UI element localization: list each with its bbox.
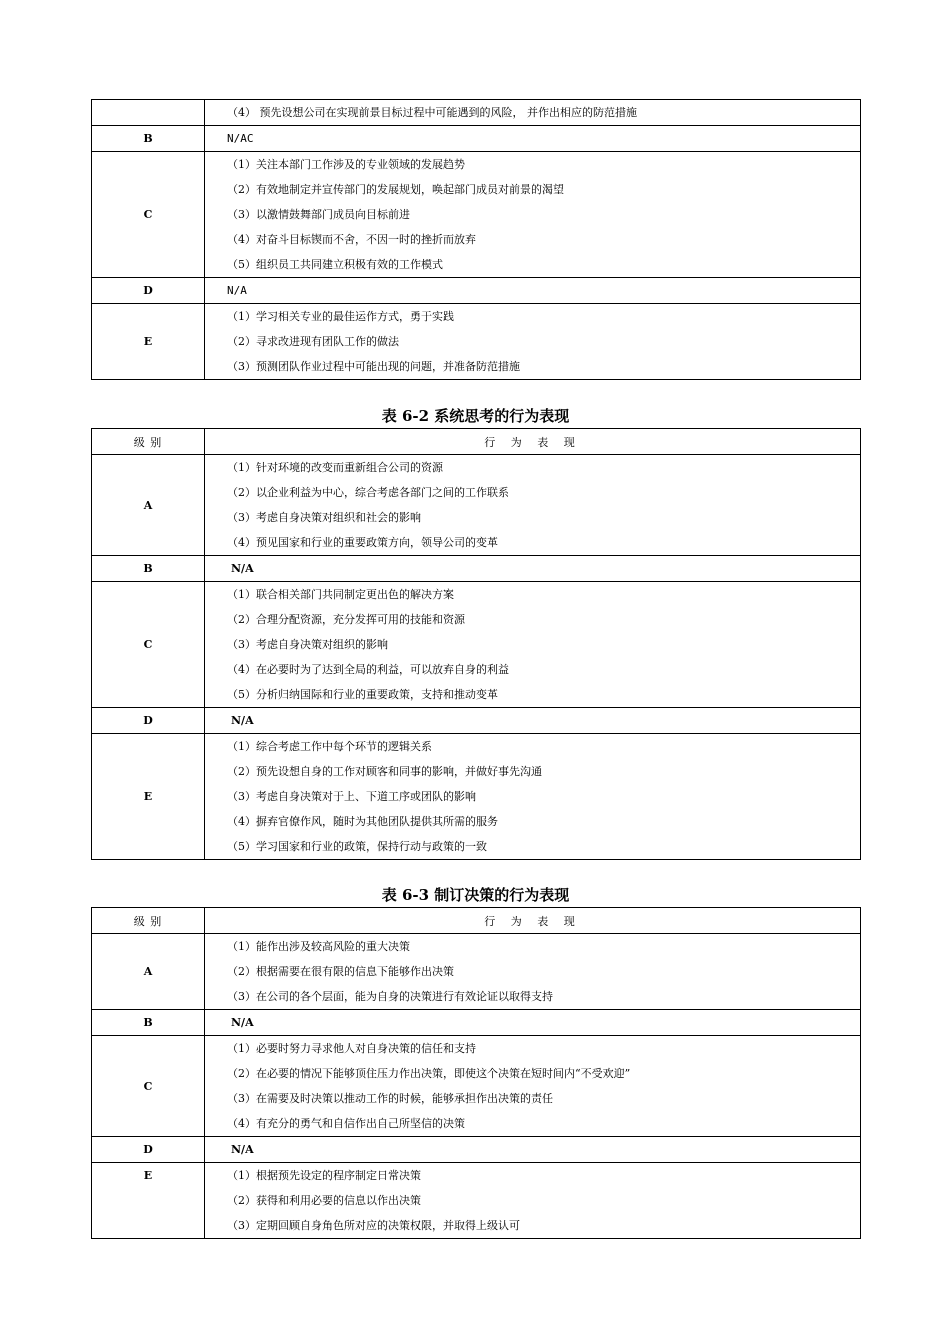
table-row [92, 152, 861, 278]
table-row [92, 1036, 861, 1137]
table-row [92, 304, 861, 380]
behavior-item: （2）预先设想自身的工作对顾客和同事的影响，并做好事先沟通 [227, 765, 542, 778]
level-cell [92, 100, 205, 126]
behavior-item: （4）对奋斗目标锲而不舍，不因一时的挫折而放弃 [227, 233, 476, 246]
behavior-cell: N/A [205, 1010, 861, 1036]
behavior-item: （2）有效地制定并宣传部门的发展规划，唤起部门成员对前景的渴望 [227, 183, 564, 196]
level-cell: C [92, 152, 205, 278]
behavior-item: （2）寻求改进现有团队工作的做法 [227, 335, 399, 348]
table-row [92, 934, 861, 1010]
table-row [92, 1010, 861, 1036]
table-row [92, 582, 861, 708]
behavior-item: （3）考虑自身决策对于上、下道工序或团队的影响 [227, 790, 476, 803]
table-system-thinking [91, 428, 861, 860]
behavior-cell [205, 455, 861, 556]
behavior-item: （3）在公司的各个层面，能为自身的决策进行有效论证以取得支持 [227, 990, 553, 1003]
behavior-item: （1）联合相关部门共同制定更出色的解决方案 [227, 588, 454, 601]
table-row [92, 734, 861, 860]
behavior-item: （4）预见国家和行业的重要政策方向，领导公司的变革 [227, 536, 498, 549]
behavior-item: （2）获得和利用必要的信息以作出决策 [227, 1194, 421, 1207]
table-caption: 表 6-2 系统思考的行为表现 [381, 407, 570, 425]
behavior-item: （2）合理分配资源，充分发挥可用的技能和资源 [227, 613, 465, 626]
level-cell: A [92, 455, 205, 556]
level-cell: B [92, 126, 205, 152]
table-header-row [92, 908, 861, 934]
behavior-item: （3）预测团队作业过程中可能出现的问题，并准备防范措施 [227, 360, 520, 373]
behavior-item: （2）根据需要在很有限的信息下能够作出决策 [227, 965, 454, 978]
behavior-item: （2）在必要的情况下能够顶住压力作出决策，即使这个决策在短时间内“不受欢迎” [227, 1067, 631, 1080]
table-row [92, 126, 861, 152]
behavior-cell [205, 582, 861, 708]
behavior-cell [205, 1163, 861, 1239]
behavior-cell: N/A [205, 708, 861, 734]
behavior-cell [205, 304, 861, 380]
behavior-item: （1）必要时努力寻求他人对自身决策的信任和支持 [227, 1042, 476, 1055]
behavior-cell [205, 934, 861, 1010]
level-cell: B [92, 556, 205, 582]
table-row [92, 1163, 861, 1239]
behavior-item: （3）考虑自身决策对组织和社会的影响 [227, 511, 421, 524]
header-level: 级 别 [92, 908, 205, 934]
table-row [92, 556, 861, 582]
behavior-item: （5）学习国家和行业的政策，保持行动与政策的一致 [227, 840, 487, 853]
level-cell: D [92, 278, 205, 304]
level-cell: B [92, 1010, 205, 1036]
behavior-item: （4）有充分的勇气和自信作出自己所坚信的决策 [227, 1117, 465, 1130]
table-header-row [92, 429, 861, 455]
behavior-cell: N/A [205, 556, 861, 582]
behavior-item: （3）以激情鼓舞部门成员向目标前进 [227, 208, 410, 221]
behavior-cell [205, 734, 861, 860]
table-row [92, 278, 861, 304]
table-continuation [91, 99, 861, 380]
behavior-item: （4）摒弃官僚作风，随时为其他团队提供其所需的服务 [227, 815, 498, 828]
behavior-item: （3）定期回顾自身角色所对应的决策权限，并取得上级认可 [227, 1219, 520, 1232]
table-row [92, 455, 861, 556]
behavior-cell [205, 100, 861, 126]
behavior-item: （5）组织员工共同建立积极有效的工作模式 [227, 258, 443, 271]
table-decision-making [91, 907, 861, 1239]
level-cell: A [92, 934, 205, 1010]
level-cell: C [92, 1036, 205, 1137]
behavior-item: （1）学习相关专业的最佳运作方式，勇于实践 [227, 310, 454, 323]
header-behavior: 行 为 表 现 [205, 908, 861, 934]
table-row [92, 100, 861, 126]
behavior-item: （1）针对环境的改变而重新组合公司的资源 [227, 461, 443, 474]
behavior-item: （4） 预先设想公司在实现前景目标过程中可能遇到的风险， 并作出相应的防范措施 [227, 106, 637, 119]
behavior-item: （1）综合考虑工作中每个环节的逻辑关系 [227, 740, 432, 753]
behavior-cell [205, 1036, 861, 1137]
level-cell: E [92, 304, 205, 380]
behavior-cell: N/AC [205, 126, 861, 152]
table-caption: 表 6-3 制订决策的行为表现 [381, 886, 570, 904]
level-cell: C [92, 582, 205, 708]
behavior-item: （5）分析归纳国际和行业的重要政策，支持和推动变革 [227, 688, 498, 701]
header-behavior: 行 为 表 现 [205, 429, 861, 455]
header-level: 级 别 [92, 429, 205, 455]
behavior-item: （1）关注本部门工作涉及的专业领域的发展趋势 [227, 158, 465, 171]
level-cell: E [92, 734, 205, 860]
table-row [92, 1137, 861, 1163]
table-row [92, 708, 861, 734]
behavior-cell: N/A [205, 278, 861, 304]
behavior-item: （4）在必要时为了达到全局的利益，可以放弃自身的利益 [227, 663, 509, 676]
level-cell: D [92, 1137, 205, 1163]
behavior-item: （1）根据预先设定的程序制定日常决策 [227, 1169, 421, 1182]
behavior-item: （3）在需要及时决策以推动工作的时候，能够承担作出决策的责任 [227, 1092, 553, 1105]
level-cell: E [92, 1163, 205, 1239]
behavior-cell [205, 152, 861, 278]
level-cell: D [92, 708, 205, 734]
behavior-cell: N/A [205, 1137, 861, 1163]
behavior-item: （3）考虑自身决策对组织的影响 [227, 638, 388, 651]
behavior-item: （1）能作出涉及较高风险的重大决策 [227, 940, 410, 953]
behavior-item: （2）以企业利益为中心，综合考虑各部门之间的工作联系 [227, 486, 509, 499]
